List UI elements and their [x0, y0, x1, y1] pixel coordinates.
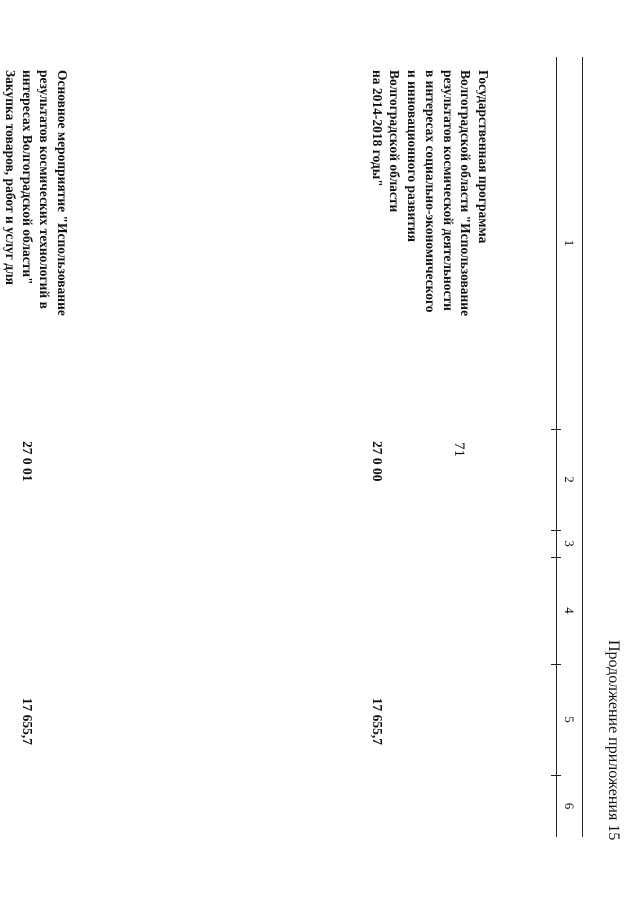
- row-title-line: на 2014-2018 годы": [369, 70, 385, 187]
- column-divider: [551, 530, 561, 531]
- row-title-line: Закупка товаров, работ и услуг для: [3, 70, 18, 285]
- row-title-line: и инновационного развития: [405, 70, 421, 242]
- continuation-note: Продолжение приложения 15: [605, 640, 622, 841]
- table-header-rule: [556, 57, 557, 837]
- column-divider: [551, 664, 561, 665]
- column-divider: [551, 429, 561, 430]
- row-title-line: Волгоградской области: [387, 70, 403, 213]
- row-title-line: [0, 70, 1, 253]
- row-sum-cell: 17 655,7: [369, 697, 385, 745]
- column-header-4: 4: [562, 607, 577, 614]
- row-title-line: Государственная программа: [476, 70, 491, 244]
- page-number: 71: [451, 442, 467, 457]
- row-title-line: результатов космических технологий в: [37, 70, 53, 309]
- row-title-line: результатов космической деятельности: [440, 70, 456, 311]
- column-header-1: 1: [562, 239, 577, 247]
- table-top-rule: [582, 57, 583, 837]
- row-title-line: в интересах социально-экономического: [422, 70, 438, 313]
- column-header-6: 6: [562, 802, 577, 810]
- column-header-5: 5: [562, 716, 577, 723]
- row-title-line: Волгоградской области "Использование: [458, 70, 474, 317]
- column-header-2: 2: [562, 476, 577, 483]
- row-title-line: Основное мероприятие "Использование: [55, 70, 70, 316]
- column-divider: [551, 775, 561, 776]
- row-code-cell: 27 0 01: [19, 441, 35, 482]
- row-code-cell: 27 0 00: [369, 441, 385, 482]
- row-sum-cell: 17 655,7: [19, 697, 35, 745]
- row-title-line: интересах Волгоградской области": [19, 70, 35, 285]
- column-header-3: 3: [562, 540, 577, 547]
- column-divider: [551, 557, 561, 558]
